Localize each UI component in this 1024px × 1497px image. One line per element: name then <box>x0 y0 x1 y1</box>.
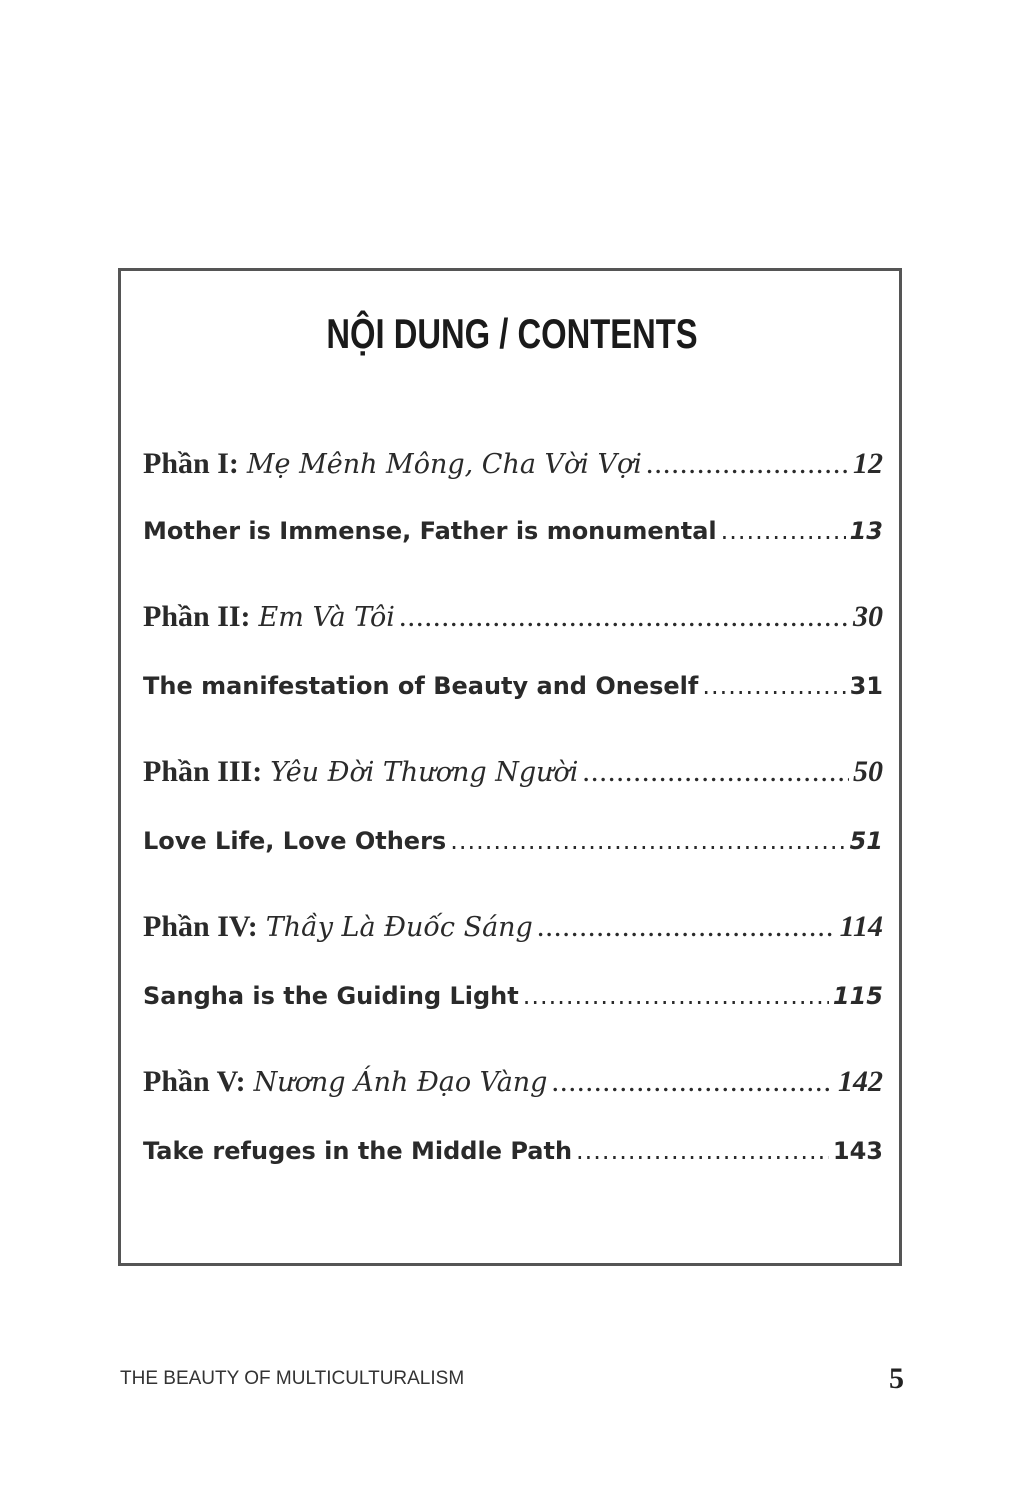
leader-dots <box>551 1065 834 1099</box>
contents-title: NỘI DUNG / CONTENTS <box>326 310 698 357</box>
footer-page-number: 5 <box>889 1362 904 1395</box>
toc-entry-part-5-english[interactable] <box>143 1137 883 1165</box>
leader-dots <box>450 827 845 855</box>
leader-dots <box>582 755 849 789</box>
page-number: 13 <box>849 517 883 545</box>
toc-entry-part-5[interactable] <box>143 1065 883 1099</box>
leader-dots <box>721 517 846 545</box>
part-title: Nương Ánh Đạo Vàng <box>253 1067 548 1098</box>
part-title: Mẹ Mênh Mông, Cha Vời Vợi <box>246 449 642 480</box>
leader-dots <box>523 982 829 1010</box>
leader-dots <box>576 1137 829 1165</box>
toc-entry-part-4[interactable] <box>143 910 883 944</box>
entry-title: Love Life, Love Others <box>143 827 447 855</box>
part-title: Yêu Đời Thương Người <box>270 757 579 788</box>
page-number: 50 <box>853 755 883 788</box>
part-prefix: Phần I: <box>143 447 239 480</box>
entry-title: The manifestation of Beauty and Oneself <box>143 672 699 700</box>
part-title: Thầy Là Đuốc Sáng <box>265 912 533 943</box>
part-title: Em Và Tôi <box>258 602 395 633</box>
toc-entry-part-2-english[interactable] <box>143 672 883 700</box>
toc-entry-part-3-english[interactable] <box>143 827 883 855</box>
page-number: 30 <box>853 600 883 633</box>
leader-dots <box>646 447 849 481</box>
page-number: 115 <box>832 982 883 1010</box>
part-prefix: Phần V: <box>143 1065 246 1098</box>
part-prefix: Phần IV: <box>143 910 258 943</box>
toc-entry-part-1-english[interactable] <box>143 517 883 545</box>
leader-dots <box>537 910 836 944</box>
leader-dots <box>399 600 849 634</box>
running-footer-title: THE BEAUTY OF MULTICULTURALISM <box>120 1368 465 1389</box>
toc-entry-part-3[interactable] <box>143 755 883 789</box>
toc-entry-part-4-english[interactable] <box>143 982 883 1010</box>
part-prefix: Phần II: <box>143 600 251 633</box>
part-prefix: Phần III: <box>143 755 263 788</box>
page-number: 12 <box>853 447 883 480</box>
toc-entry-part-1[interactable] <box>143 447 883 481</box>
page-number: 51 <box>849 827 883 855</box>
entry-title: Take refuges in the Middle Path <box>143 1137 573 1165</box>
entry-title: Sangha is the Guiding Light <box>143 982 519 1010</box>
leader-dots <box>702 672 845 700</box>
toc-entry-part-2[interactable] <box>143 600 883 634</box>
page-number: 143 <box>832 1137 883 1165</box>
page-number: 31 <box>849 672 883 700</box>
entry-title: Mother is Immense, Father is monumental <box>143 517 717 545</box>
page-number: 142 <box>838 1065 883 1098</box>
page-number: 114 <box>839 910 883 943</box>
